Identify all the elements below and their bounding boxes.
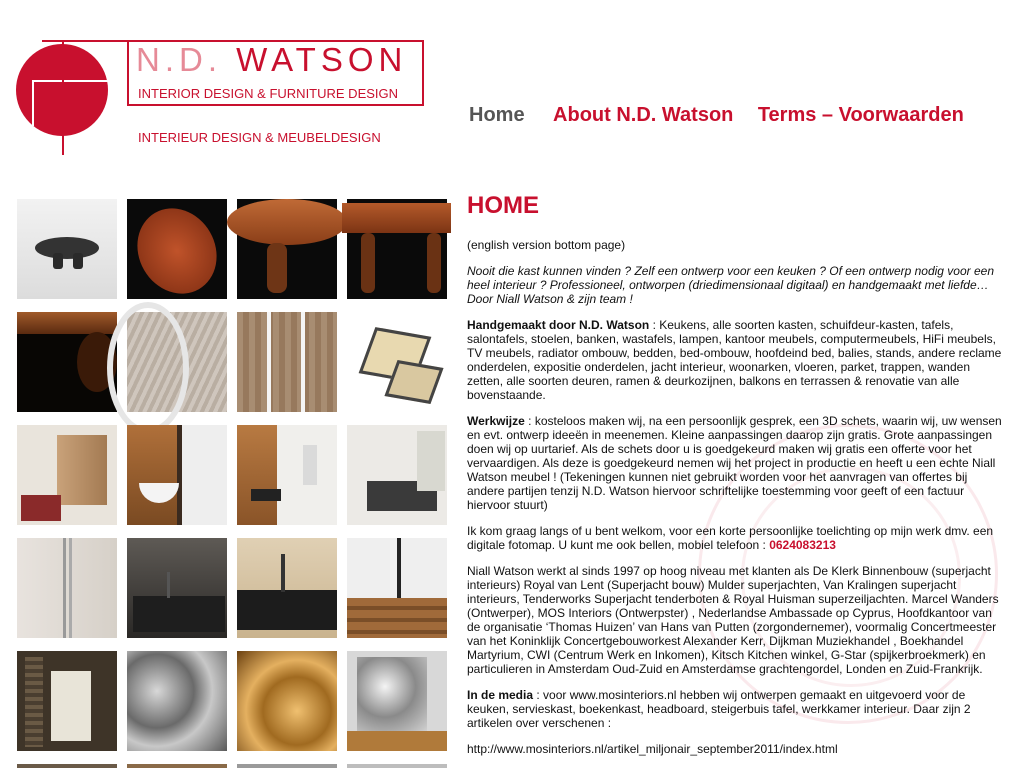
gallery-thumb-22[interactable]: [127, 764, 227, 768]
media-paragraph: [467, 688, 1004, 730]
visit-text: Ik kom graag langs of u bent welkom, voor een korte persoonlijke toelichting op mijn werk dmv. een digitale fotomap. U kunt me ook bellen, mobiel telefoon :: [467, 524, 994, 552]
brand-initials: N.D.: [136, 41, 222, 78]
english-version-note: (english version bottom page): [467, 238, 626, 252]
tagline-dutch: INTERIEUR DESIGN & MEUBELDESIGN: [138, 130, 381, 145]
gallery-thumb-11[interactable]: [237, 425, 337, 525]
method-paragraph: [467, 414, 1004, 512]
brand-surname: WATSON: [236, 41, 408, 78]
gallery-thumb-7[interactable]: [237, 312, 337, 412]
handmade-paragraph: [467, 318, 1004, 402]
media-label: In de media: [467, 688, 534, 702]
tagline-english: INTERIOR DESIGN & FURNITURE DESIGN: [138, 86, 399, 101]
media-text: : voor www.mosinteriors.nl hebben wij ontwerpen gemaakt en uitgevoerd voor de keuken, servieskast, boekenkast, headboard, steigerbuis tafel, werkkamer interieur. Daar zijn 2 artikelen over verschenen :: [467, 688, 971, 730]
phone-number[interactable]: 0624083213: [769, 538, 836, 552]
nav-terms[interactable]: Terms – Voorwaarden: [757, 104, 964, 126]
gallery-thumb-6[interactable]: [127, 312, 227, 412]
gallery-thumb-15[interactable]: [237, 538, 337, 638]
gallery-thumb-12[interactable]: [347, 425, 447, 525]
gallery-thumb-21[interactable]: [17, 764, 117, 768]
gallery-thumb-19[interactable]: [237, 651, 337, 751]
gallery-thumb-20[interactable]: [347, 651, 447, 751]
gallery-thumb-1[interactable]: [17, 199, 117, 299]
logo-line-top: [42, 40, 132, 42]
intro-text: Nooit die kast kunnen vinden ? Zelf een ontwerp voor een keuken ? Of een ontwerp nodig voor een heel interieur ? Professioneel, ontworpen (driedimensionaal digitaal) en handgemaakt met liefde… Door Niall Watson & zijn team !: [467, 264, 995, 306]
gallery-thumb-9[interactable]: [17, 425, 117, 525]
brand-name: [136, 41, 407, 79]
gallery-thumb-16[interactable]: [347, 538, 447, 638]
method-text: : kosteloos maken wij, na een persoonlijk gesprek, een 3D schets, waarin wij, uw wensen en evt. ontwerp ideeën in meenemen. Kleine aanpassingen daarop zijn gratis. Grote aanpassingen doen wij op uurtarief. Als de schets door u is goedgekeurd maken wij gratis een offerte voor het vervaardigen. Als deze is goedgekeurd nemen wij het project in productie en heeft u een echte Niall Watson meubel ! (Tekeningen kunnen niet gebruikt worden voor het aanvragen van offertes bij andere partijen tenzij N.D. Watson hiervoor schriftelijke toestemming voor geeft of een factuur hiervoor stuurt): [467, 414, 1002, 512]
gallery-thumb-3[interactable]: [237, 199, 337, 299]
main-nav: [469, 104, 984, 132]
nav-home[interactable]: Home: [469, 104, 525, 126]
gallery-thumb-24[interactable]: [347, 764, 447, 768]
gallery-thumb-8[interactable]: [347, 312, 447, 412]
method-label: Werkwijze: [467, 414, 525, 428]
gallery-thumb-14[interactable]: [127, 538, 227, 638]
gallery-thumb-2[interactable]: [127, 199, 227, 299]
handmade-text: : Keukens, alle soorten kasten, schuifdeur-kasten, tafels, salontafels, stoelen, banken, wastafels, lampen, kantoor meubels, computermeubels, HiFi meubels, TV meubels, radiator ombouw, bedden, bed-ombouw, hoofdeind bed, balies, stands, andere reclame onderdelen, expositie onderdelen, jacht interieur, woonarken, vloeren, parket, trappen, wanden zetten, alle soorten deuren, ramen & deurkozijnen, balkons en terrassen & renovatie van alle bovenstaande.: [467, 318, 1002, 402]
photo-gallery: [17, 199, 451, 768]
page-title: HOME: [467, 192, 539, 219]
chair-outline-icon: [32, 80, 128, 126]
gallery-thumb-13[interactable]: [17, 538, 117, 638]
logo-line-vertical: [62, 42, 64, 155]
visit-paragraph: [467, 524, 1004, 552]
main-content: [467, 190, 1004, 768]
site-logo[interactable]: [12, 36, 432, 161]
experience-paragraph: Niall Watson werkt al sinds 1997 op hoog niveau met klanten als De Klerk Binnenbouw (superjacht interieurs) Royal van Lent (Superjacht bouw) Mulder superjachten, Van Kralingen superjacht interieurs, Tenderworks Superjacht tenderboten & Royal Huisman superzeiljachten. Marcel Wanders (Ontwerper), MOS Interiors (Ontwerpster) , Nederlandse Ambassade op Cyprus, Hoofdkantoor van de organisatie ‘Thomas Huizen’ van Hans van Putten (zorgondernemer), voormalig Concertmeester van het Koninklijk Concertgebouworkest Alexander Kerr, Dijkman Muziekhandel , Boekhandel Martyrium, CWI (Centrum Werk en Inkomen), Kitsch Kitchen winkel, G-Star (spijkerbroekmerk) en particulieren in Amsterdam Oud-Zuid en Amsterdamse grachtengordel, Londen en Zuid-Frankrijk.: [467, 564, 999, 676]
gallery-thumb-18[interactable]: [127, 651, 227, 751]
gallery-thumb-23[interactable]: [237, 764, 337, 768]
gallery-thumb-10[interactable]: [127, 425, 227, 525]
media-link[interactable]: http://www.mosinteriors.nl/artikel_miljonair_september2011/index.html: [467, 742, 838, 756]
gallery-thumb-4[interactable]: [347, 199, 447, 299]
handmade-label: Handgemaakt door N.D. Watson: [467, 318, 650, 332]
gallery-thumb-17[interactable]: [17, 651, 117, 751]
gallery-thumb-5[interactable]: [17, 312, 117, 412]
nav-about[interactable]: About N.D. Watson: [553, 104, 734, 126]
